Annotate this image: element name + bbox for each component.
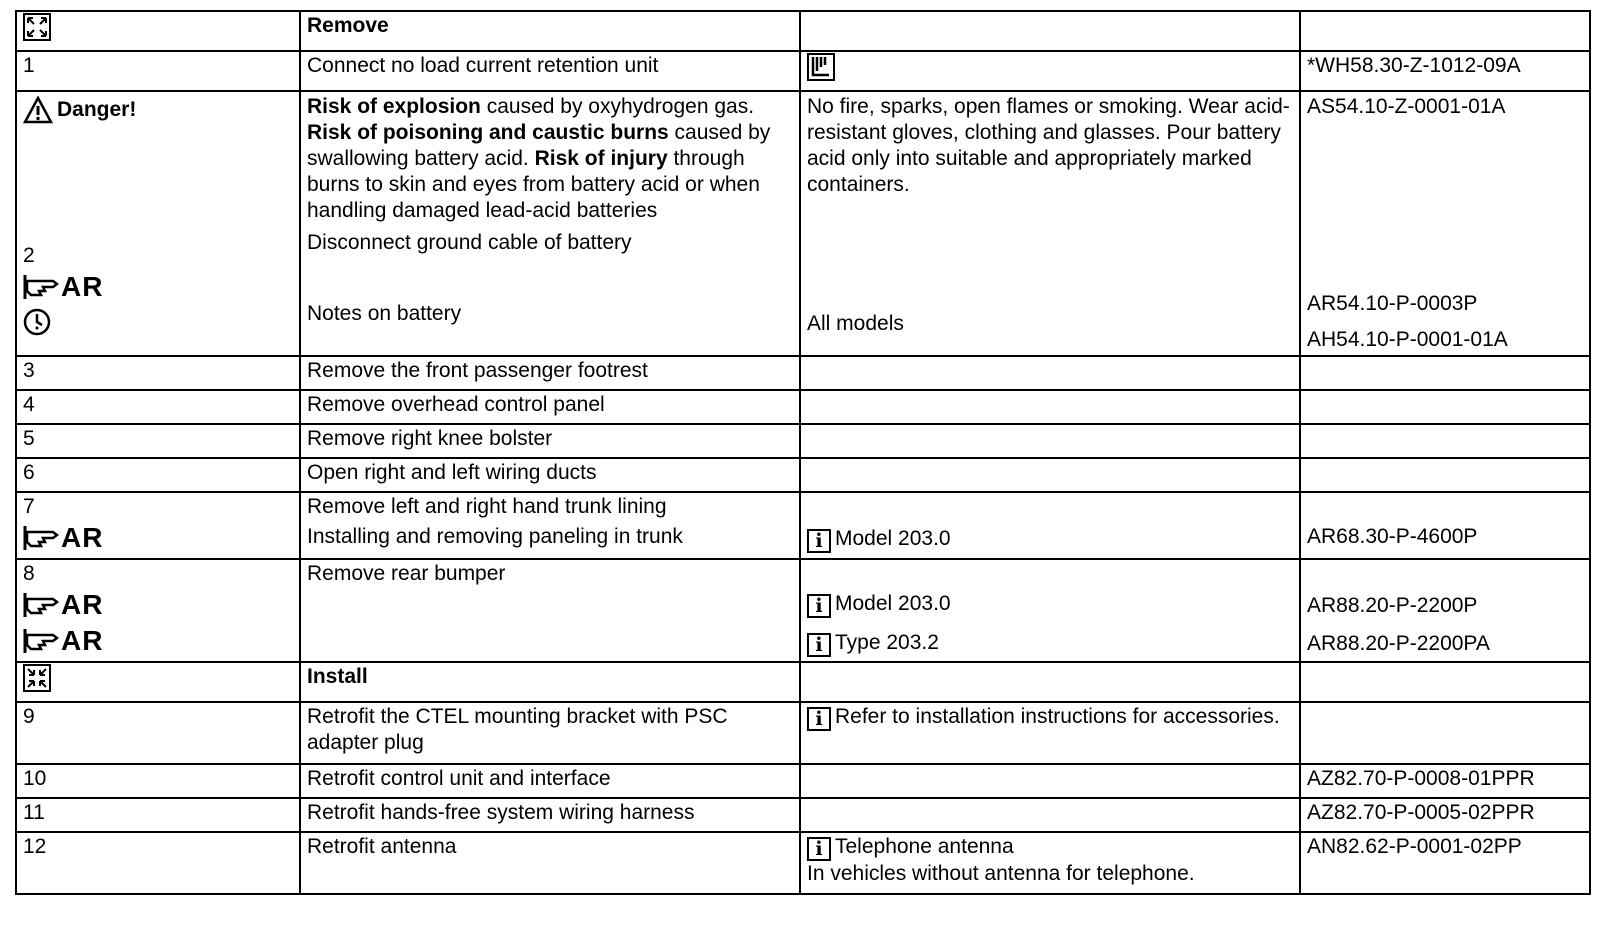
info-text: Type 203.2 <box>835 631 939 654</box>
step-text: Remove overhead control panel <box>307 393 605 416</box>
step-number: 10 <box>23 767 47 790</box>
tool-icon <box>807 53 835 81</box>
ar-label: AR <box>61 271 104 302</box>
ar-label: AR <box>61 589 104 620</box>
step-number: 1 <box>23 54 35 77</box>
info-text: Refer to installation instructions for accessories. <box>835 705 1280 728</box>
reference-link[interactable]: AR88.20-P-2200P <box>1307 594 1478 617</box>
note-models: All models <box>807 312 904 335</box>
step-text: Connect no load current retention unit <box>307 54 659 77</box>
reference-link[interactable]: *WH58.30-Z-1012-09A <box>1307 54 1521 77</box>
reference-link[interactable]: AN82.62-P-0001-02PP <box>1307 835 1522 858</box>
info-icon: i <box>807 707 831 731</box>
install-header-row <box>16 662 1590 702</box>
remove-title: Remove <box>307 14 389 37</box>
step-text: Remove rear bumper <box>307 562 506 585</box>
step-number: 5 <box>23 427 35 450</box>
table-row <box>16 390 1590 424</box>
remove-header-row <box>16 11 1590 51</box>
step-text: Open right and left wiring ducts <box>307 461 597 484</box>
info-text: Model 203.0 <box>835 527 951 550</box>
table-row <box>16 832 1590 894</box>
info-icon: i <box>807 594 831 618</box>
step-text: Remove right knee bolster <box>307 427 553 450</box>
remove-arrows-icon <box>23 13 51 41</box>
ar-reference[interactable] <box>23 587 293 623</box>
table-row <box>16 492 1590 559</box>
reference-link[interactable]: AR68.30-P-4600P <box>1307 525 1478 548</box>
info-text: In vehicles without antenna for telephone. <box>807 862 1195 885</box>
reference-link[interactable]: AS54.10-Z-0001-01A <box>1307 95 1506 118</box>
step-number: 7 <box>23 495 35 518</box>
ar-reference[interactable] <box>23 269 293 305</box>
table-row <box>16 798 1590 832</box>
step-number: 2 <box>23 244 35 267</box>
step-number: 9 <box>23 705 35 728</box>
pointing-hand-icon <box>23 591 59 619</box>
step-number: 8 <box>23 562 35 585</box>
step-number: 3 <box>23 359 35 382</box>
table-row <box>16 356 1590 390</box>
procedure-table <box>15 10 1591 895</box>
pointing-hand-icon <box>23 627 59 655</box>
danger-measures: No fire, sparks, open flames or smoking. Wear acid-resistant gloves, clothing and glasses. Pour battery acid only into suitable and appropriately marked containers. <box>807 95 1290 196</box>
table-row <box>16 458 1590 492</box>
step-text: Retrofit hands-free system wiring harness <box>307 801 695 824</box>
info-text: Model 203.0 <box>835 592 951 615</box>
table-row <box>16 764 1590 798</box>
ar-label: AR <box>61 522 104 553</box>
step-text: Remove the front passenger footrest <box>307 359 648 382</box>
reference-link[interactable]: AZ82.70-P-0008-01PPR <box>1307 767 1535 790</box>
step-number: 12 <box>23 835 47 858</box>
install-title: Install <box>307 665 368 688</box>
pointing-hand-icon <box>23 524 59 552</box>
step-text: Retrofit antenna <box>307 835 457 858</box>
danger-row <box>16 91 1590 356</box>
table-row <box>16 424 1590 458</box>
pointing-hand-icon <box>23 273 59 301</box>
info-icon: i <box>807 837 831 861</box>
note-text: Notes on battery <box>307 302 462 325</box>
reference-link[interactable]: AZ82.70-P-0005-02PPR <box>1307 801 1535 824</box>
step-number: 11 <box>23 801 45 824</box>
reference-link[interactable]: AR54.10-P-0003P <box>1307 292 1478 315</box>
step-text: Disconnect ground cable of battery <box>307 231 632 254</box>
table-row <box>16 702 1590 764</box>
reference-link[interactable]: AH54.10-P-0001-01A <box>1307 328 1508 351</box>
install-arrows-icon <box>23 664 51 692</box>
info-icon: i <box>807 633 831 657</box>
danger-description: Risk of explosion caused by oxyhydrogen gas. Risk of poisoning and caustic burns caused by swallowing battery acid. Risk of injury through burns to skin and eyes from battery acid or when handling damaged lead-acid batteries <box>307 95 771 222</box>
ar-reference[interactable] <box>23 520 293 556</box>
step-text: Retrofit the CTEL mounting bracket with PSC adapter plug <box>307 705 728 754</box>
ar-label: AR <box>61 625 104 656</box>
warning-triangle-icon <box>23 96 53 124</box>
table-row <box>16 559 1590 662</box>
table-row <box>16 51 1590 91</box>
ar-text: Installing and removing paneling in trunk <box>307 525 683 548</box>
info-text: Telephone antenna <box>835 835 1014 858</box>
info-icon: i <box>807 529 831 553</box>
step-text: Remove left and right hand trunk lining <box>307 495 667 518</box>
step-number: 6 <box>23 461 35 484</box>
note-clock-icon <box>23 308 51 336</box>
step-text: Retrofit control unit and interface <box>307 767 611 790</box>
step-number: 4 <box>23 393 35 416</box>
danger-label: Danger! <box>57 98 137 121</box>
ar-reference[interactable] <box>23 623 293 659</box>
reference-link[interactable]: AR88.20-P-2200PA <box>1307 632 1490 655</box>
